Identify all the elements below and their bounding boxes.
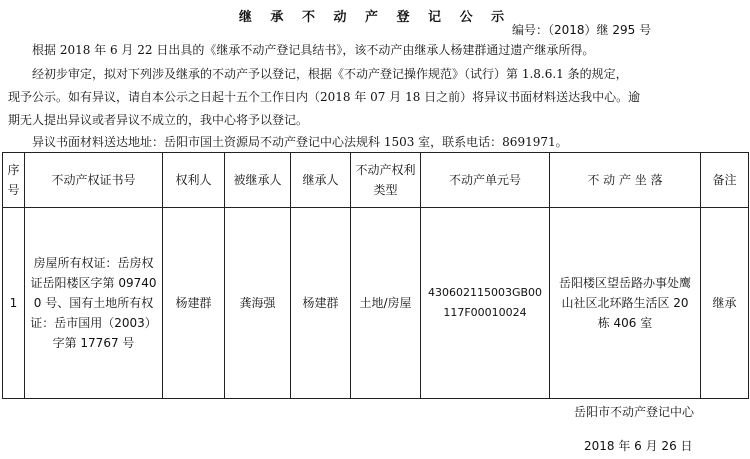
cell-heir: 杨建群 xyxy=(291,208,351,399)
cell-cert: 房屋所有权证：岳房权证岳阳楼区字第 097400 号、国有土地所有权证：岳市国用（2003）字第 17767 号 xyxy=(25,208,163,399)
table-header-row xyxy=(3,153,749,208)
document-title: 继 承 不 动 产 登 记 公 示 xyxy=(238,10,512,25)
header-decedent: 被继承人 xyxy=(225,153,291,208)
registration-table xyxy=(2,152,749,399)
cell-location: 岳阳楼区望岳路办事处鹰山社区北环路生活区 20 栋 406 室 xyxy=(550,208,701,399)
header-right-type: 不动产权利类型 xyxy=(351,153,421,208)
cell-seq: 1 xyxy=(3,208,25,399)
signature-date: 2018 年 6 月 26 日 xyxy=(584,439,693,453)
paragraph-basis: 根据 2018 年 6 月 22 日出具的《继承不动产登记具结书》，该不动产由继承人杨建群通过遗产继承所得。 xyxy=(32,43,595,57)
table-row xyxy=(3,208,749,399)
signature-organization: 岳阳市不动产登记中心 xyxy=(574,405,695,419)
header-remark: 备注 xyxy=(701,153,749,208)
objection-address: 异议书面材料送达地址：岳阳市国土资源局不动产登记中心法规科 1503 室，联系电话：8691971。 xyxy=(32,135,568,149)
cell-remark: 继承 xyxy=(701,208,749,399)
cell-decedent: 龚海强 xyxy=(225,208,291,399)
header-unit-no: 不动产单元号 xyxy=(421,153,550,208)
header-location: 不 动 产 坐 落 xyxy=(550,153,701,208)
header-seq: 序号 xyxy=(3,153,25,208)
cell-right-type: 土地/房屋 xyxy=(351,208,421,399)
paragraph-review-line2: 现予公示。如有异议，请自本公示之日起十五个工作日内（2018 年 07 月 18 日之前）将异议书面材料送达我中心。逾 xyxy=(8,90,641,104)
header-owner: 权利人 xyxy=(163,153,225,208)
cell-unit-no: 430602115003GB00117F00010024 xyxy=(421,208,550,399)
document-number: 编号：（2018）继 295 号 xyxy=(512,23,652,37)
paragraph-review-line3: 期无人提出异议或者异议不成立的，我中心将予以登记。 xyxy=(8,113,309,127)
header-cert: 不动产权证书号 xyxy=(25,153,163,208)
header-heir: 继承人 xyxy=(291,153,351,208)
cell-owner: 杨建群 xyxy=(163,208,225,399)
paragraph-review-line1: 经初步审定，拟对下列涉及继承的不动产予以登记，根据《不动产登记操作规范》（试行）第 1.8.6.1 条的规定， xyxy=(32,67,628,81)
